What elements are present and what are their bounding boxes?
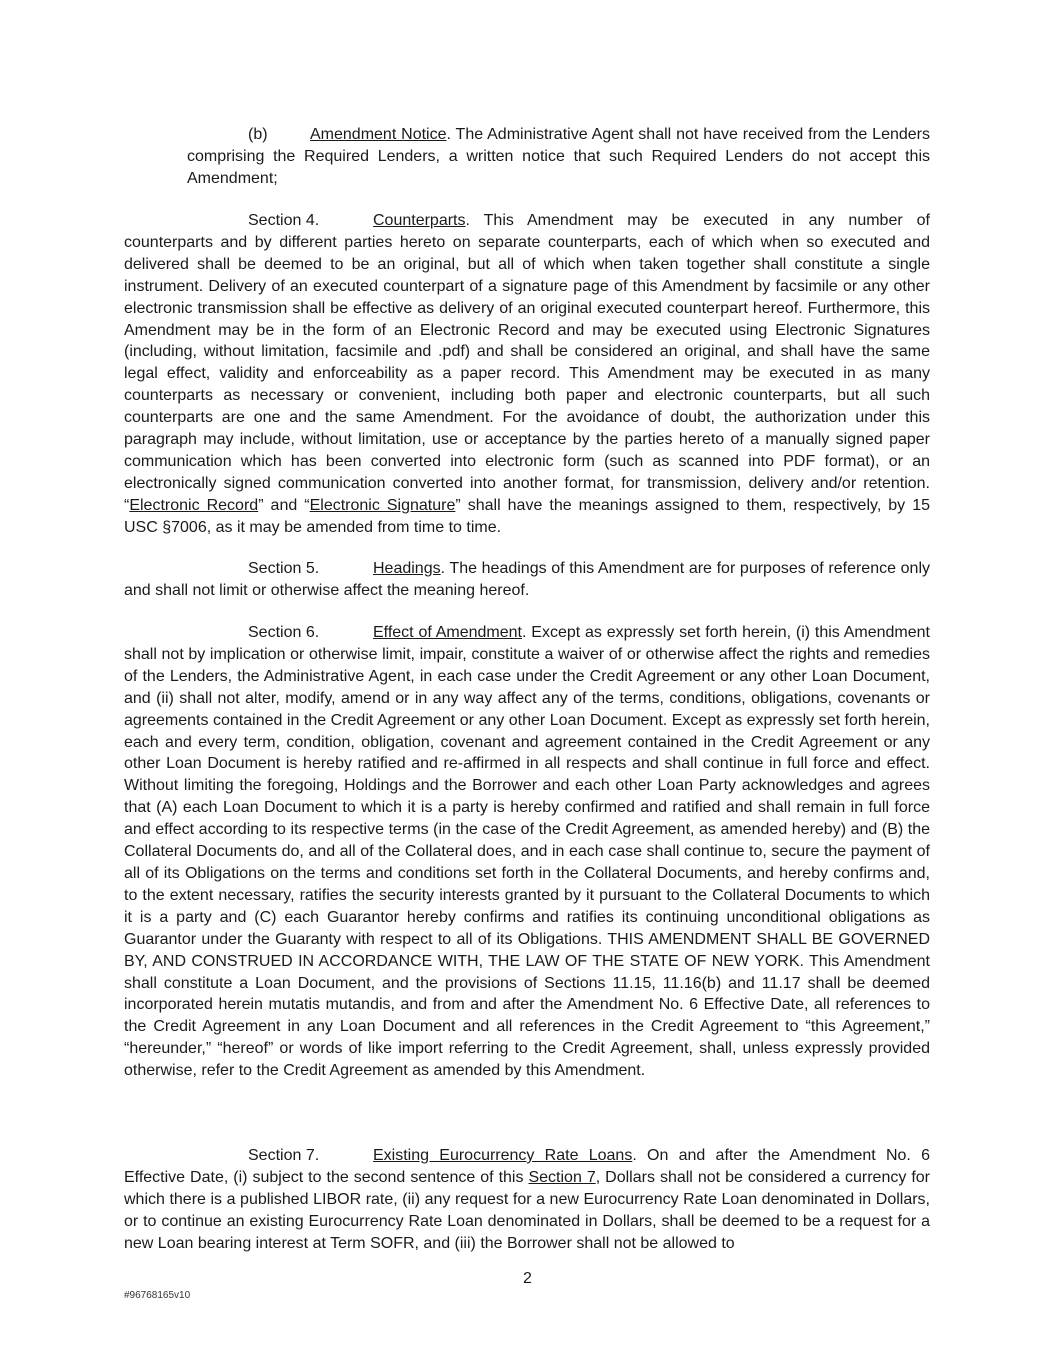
section-6-effect-of-amendment (124, 622, 930, 1082)
section-5-heading: Headings (373, 560, 441, 577)
term-electronic-record: Electronic Record (129, 496, 259, 514)
section-7-label: Section 7. (248, 1147, 320, 1164)
term-electronic-signature: Electronic Signature (309, 496, 456, 514)
section-6-text: . Except as expressly set forth herein, (i) this Amendment shall not by implication or otherwise limit, impair, constitute a waiver of or otherwise affect the rights and remedies of the Lenders, the Administrative Agent, in each case under the Credit Agreement or any other Loan Document, and (ii) shall not alter, modify, amend or in any way affect any of the terms, conditions, obligations, covenants or agreements contained in the Credit Agreement or any other Loan Document. Except as expressly set forth herein, each and every term, condition, obligation, covenant and agreement contained in the Credit Agreement or any other Loan Document is hereby ratified and re-affirmed in all respects and shall continue in full force and effect. Without limiting the foregoing, Holdings and the Borrower and each other Loan Party acknowledges and agrees that (A) each Loan Document to which it is a party is hereby confirmed and ratified and shall remain in full force and effect according to its respective terms (in the case of the Credit Agreement, as amended hereby) and (B) the Collateral Documents do, and all of the Collateral does, and in each case shall continue to, secure the payment of all of its Obligations on the terms and conditions set forth in the Collateral Documents, and hereby confirms and, to the extent necessary, ratifies the security interests granted by it pursuant to the Collateral Documents to which it is a party and (C) each Guarantor hereby confirms and ratifies its continuing unconditional obligations as Guarantor under the Guaranty with respect to all of its Obligations. THIS AMENDMENT SHALL BE GOVERNED BY, AND CONSTRUED IN ACCORDANCE WITH, THE LAW OF THE STATE OF NEW YORK. This Amendment shall constitute a Loan Document, and the provisions of Sections 11.15, 11.16(b) and 11.17 shall be deemed incorporated herein mutatis mutandis, and from and after the Amendment No. 6 Effective Date, all references to the Credit Agreement in any Loan Document and all references in the Credit Agreement to “this Agreement,” “hereunder,” “hereof” or words of like import referring to the Credit Agreement, shall, unless expressly provided otherwise, refer to the Credit Agreement as amended by this Amendment. (124, 624, 931, 1080)
section-5-text: . The headings of this Amendment are for purposes of reference only and shall not limit or otherwise affect the meaning hereof. (124, 560, 930, 599)
paragraph-b-text: . The Administrative Agent shall not have received from the Lenders comprising the Required Lenders, a written notice that such Required Lenders do not accept this Amendment; (187, 126, 931, 187)
section-7-text-2: , Dollars shall not be considered a currency for which there is a published LIBOR rate, (ii) any request for a new Eurocurrency Rate Loan denominated in Dollars, or to continue an existing Eurocurrency Rate Loan denominated in Dollars, shall be deemed to be a request for a new Loan bearing interest at Term SOFR, and (iii) the Borrower shall not be allowed to (124, 1168, 931, 1252)
section-7-existing-eurocurrency-rate-loans (124, 1145, 930, 1255)
section-4-label: Section 4. (248, 212, 320, 229)
section-7-heading: Existing Eurocurrency Rate Loans (373, 1147, 633, 1164)
document-id: #96768165v10 (124, 1290, 191, 1301)
section-6-heading: Effect of Amendment (373, 624, 522, 641)
section-7-ref: Section 7 (528, 1168, 596, 1186)
paragraph-b-amendment-notice (187, 124, 930, 190)
section-5-headings (124, 558, 930, 602)
paragraph-b-heading: Amendment Notice (310, 126, 447, 143)
page-number: 2 (523, 1270, 532, 1287)
section-4-text-1: . This Amendment may be executed in any number of counterparts and by different parties hereto on separate counterparts, each of which when so executed and delivered shall be deemed to be an original, but all of which when taken together shall constitute a single instrument. Delivery of an executed counterpart of a signature page of this Amendment by facsimile or any other electronic transmission shall be effective as delivery of an original executed counterpart hereof. Furthermore, this Amendment may be in the form of an Electronic Record and may be executed using Electronic Signatures (including, without limitation, facsimile and .pdf) and shall be considered an original, and shall have the same legal effect, validity and enforceability as a paper record. This Amendment may be executed in as many counterparts as necessary or convenient, including both paper and electronic counterparts, but all such counterparts are one and the same Amendment. For the avoidance of doubt, the authorization under this paragraph may include, without limitation, use or acceptance by the parties hereto of a manually signed paper communication which has been converted into electronic form (such as scanned into PDF format), or an electronically signed communication converted into another format, for transmission, delivery and/or retention. “ (124, 212, 930, 514)
section-4-counterparts (124, 210, 930, 539)
section-4-heading: Counterparts (373, 212, 466, 229)
section-6-label: Section 6. (248, 624, 320, 641)
section-5-label: Section 5. (248, 560, 320, 577)
section-4-text-3: ” shall have the meanings assigned to them, respectively, by 15 USC §7006, as it may be amended from time to time. (124, 496, 931, 536)
section-4-text-2: ” and “ (258, 496, 310, 514)
paragraph-b-label: (b) (248, 126, 268, 143)
section-7-text-1: . On and after the Amendment No. 6 Effective Date, (i) subject to the second sentence of this (124, 1147, 930, 1186)
